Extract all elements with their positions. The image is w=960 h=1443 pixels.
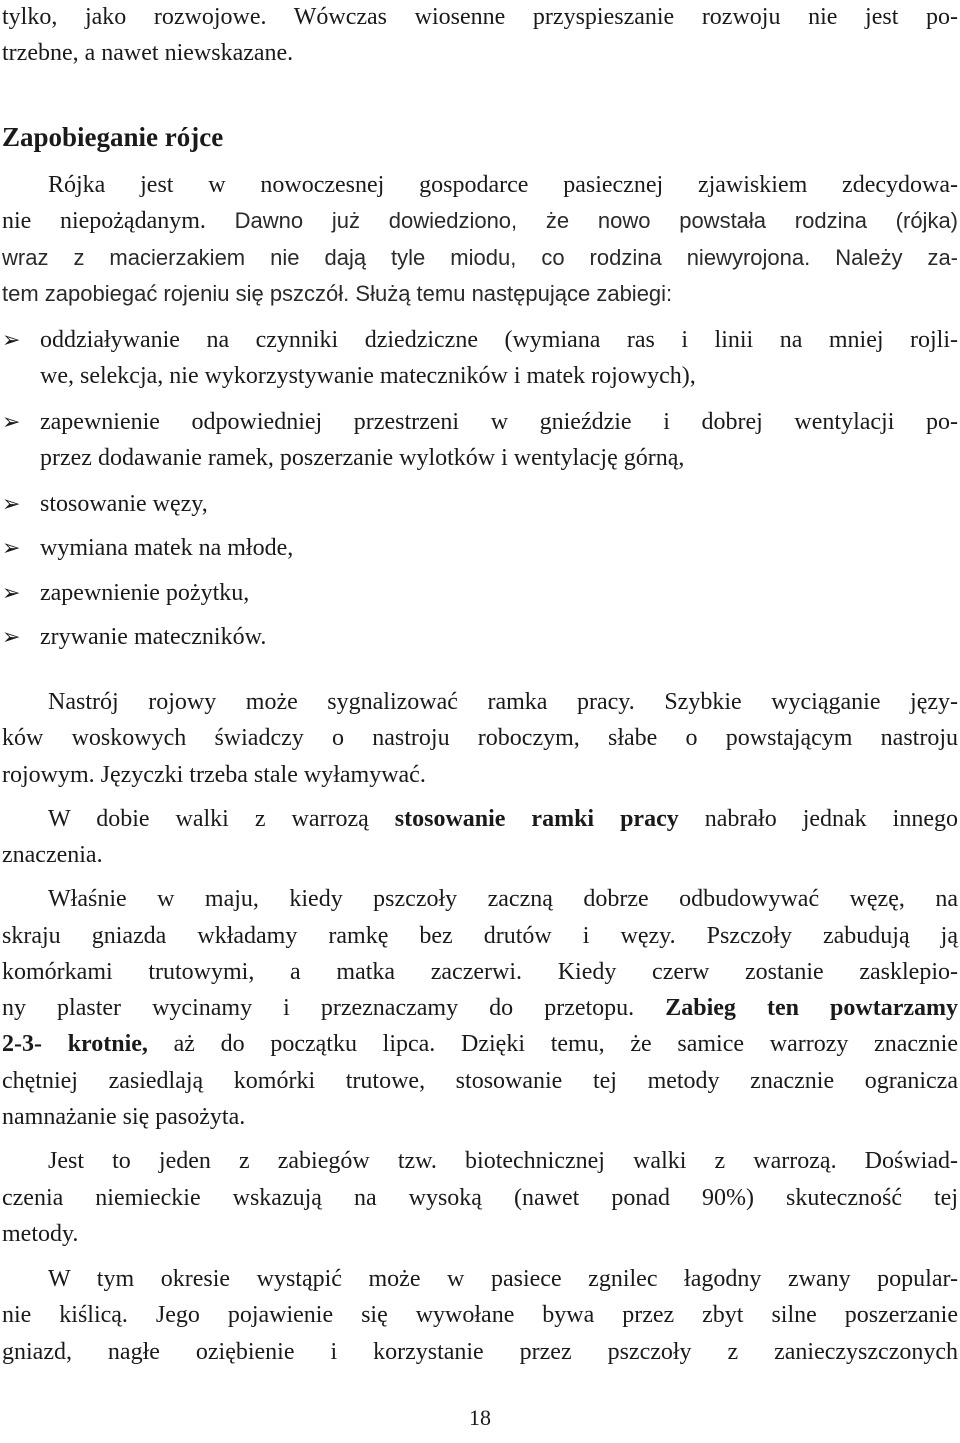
bullet-arrow-icon: ➢ [2, 535, 21, 560]
page-number: 18 [469, 1405, 491, 1430]
text-line [48, 802, 958, 836]
text-line: czenia niemieckie wskazują na wysoką (nawet ponad 90%) skuteczność tej [2, 1185, 958, 1211]
text-span: Służą temu następujące zabiegi: [349, 281, 673, 306]
text-span: tem zapobiegać rojeniu się pszczół. [2, 281, 350, 306]
bullet-arrow-icon: ➢ [2, 580, 21, 605]
text-line: znaczenia. [2, 842, 103, 868]
text-line: Nastrój rojowy może sygnalizować ramka pracy. Szybkie wyciąganie języ- [48, 689, 958, 715]
text-line: Rójka jest w nowoczesnej gospodarce pasiecznej zjawiskiem zdecydowa- [48, 172, 958, 198]
list-item: zapewnienie odpowiedniej przestrzeni w gnieździe i dobrej wentylacji po- [40, 409, 958, 435]
bullet-arrow-icon: ➢ [2, 409, 21, 434]
text-line [2, 204, 958, 238]
text-line [2, 1027, 958, 1061]
text-line: tylko, jako rozwojowe. Wówczas wiosenne przyspieszanie rozwoju nie jest po- [2, 4, 958, 30]
text-line: trzebne, a nawet niewskazane. [2, 40, 294, 66]
bullet-arrow-icon: ➢ [2, 624, 21, 649]
text-line: wraz z macierzakiem nie dają tyle miodu, co rodzina niewyrojona. Należy za- [2, 245, 958, 270]
text-span-bold: Zabieg ten powtarzamy [665, 995, 958, 1021]
text-span: ny plaster wycinamy i przeznaczamy do przetopu. [2, 995, 666, 1021]
text-line [2, 991, 958, 1025]
text-line: rojowym. Języczki trzeba stale wyłamywać. [2, 762, 426, 788]
text-span: nabrało jednak innego [678, 806, 958, 832]
text-span: aż do początku lipca. Dzięki temu, że samice warrozy znacznie [147, 1031, 958, 1057]
list-item: oddziaływanie na czynniki dziedziczne (wymiana ras i linii na mniej rojli- [40, 327, 958, 353]
bullet-arrow-icon: ➢ [2, 491, 21, 516]
text-span: nie niepożądanym. [2, 208, 206, 234]
text-line: chętniej zasiedlają komórki trutowe, stosowanie tej metody znacznie ogranicza [2, 1068, 958, 1094]
section-heading: Zapobieganie rójce [2, 122, 224, 152]
list-item: stosowanie węzy, [40, 491, 208, 517]
text-line: namnażanie się pasożyta. [2, 1104, 246, 1130]
text-line: skraju gniazda wkładamy ramkę bez drutów i węzy. Pszczoły zabudują ją [2, 923, 958, 949]
text-span-bold: 2-3- krotnie, [2, 1031, 148, 1057]
text-line: Jest to jeden z zabiegów tzw. biotechnicznej walki z warrozą. Doświad- [48, 1148, 958, 1174]
text-line: metody. [2, 1221, 79, 1247]
text-line: komórkami trutowymi, a matka zaczerwi. Kiedy czerw zostanie zasklepio- [2, 959, 958, 985]
text-span: Dawno już dowiedziono, że nowo powstała rodzina (rójka) [205, 208, 959, 233]
bullet-arrow-icon: ➢ [2, 327, 21, 352]
text-span-bold: stosowanie ramki pracy [394, 806, 679, 832]
text-line [2, 277, 672, 311]
text-line: Właśnie w maju, kiedy pszczoły zaczną dobrze odbudowywać węzę, na [48, 886, 958, 912]
list-item: zrywanie mateczników. [40, 624, 267, 650]
list-item-continuation: we, selekcja, nie wykorzystywanie mateczników i matek rojowych), [40, 363, 696, 389]
text-span: W dobie walki z warrozą [48, 806, 395, 832]
list-item-continuation: przez dodawanie ramek, poszerzanie wylotków i wentylację górną, [40, 445, 685, 471]
text-line: ków woskowych świadczy o nastroju roboczym, słabe o powstającym nastroju [2, 725, 958, 751]
list-item: wymiana matek na młode, [40, 535, 294, 561]
text-line: W tym okresie wystąpić może w pasiece zgnilec łagodny zwany popular- [48, 1266, 958, 1292]
text-line: gniazd, nagłe oziębienie i korzystanie przez pszczoły z zanieczyszczonych [2, 1339, 958, 1365]
text-line: nie kiślicą. Jego pojawienie się wywołane bywa przez zbyt silne poszerzanie [2, 1302, 958, 1328]
list-item: zapewnienie pożytku, [40, 580, 250, 606]
